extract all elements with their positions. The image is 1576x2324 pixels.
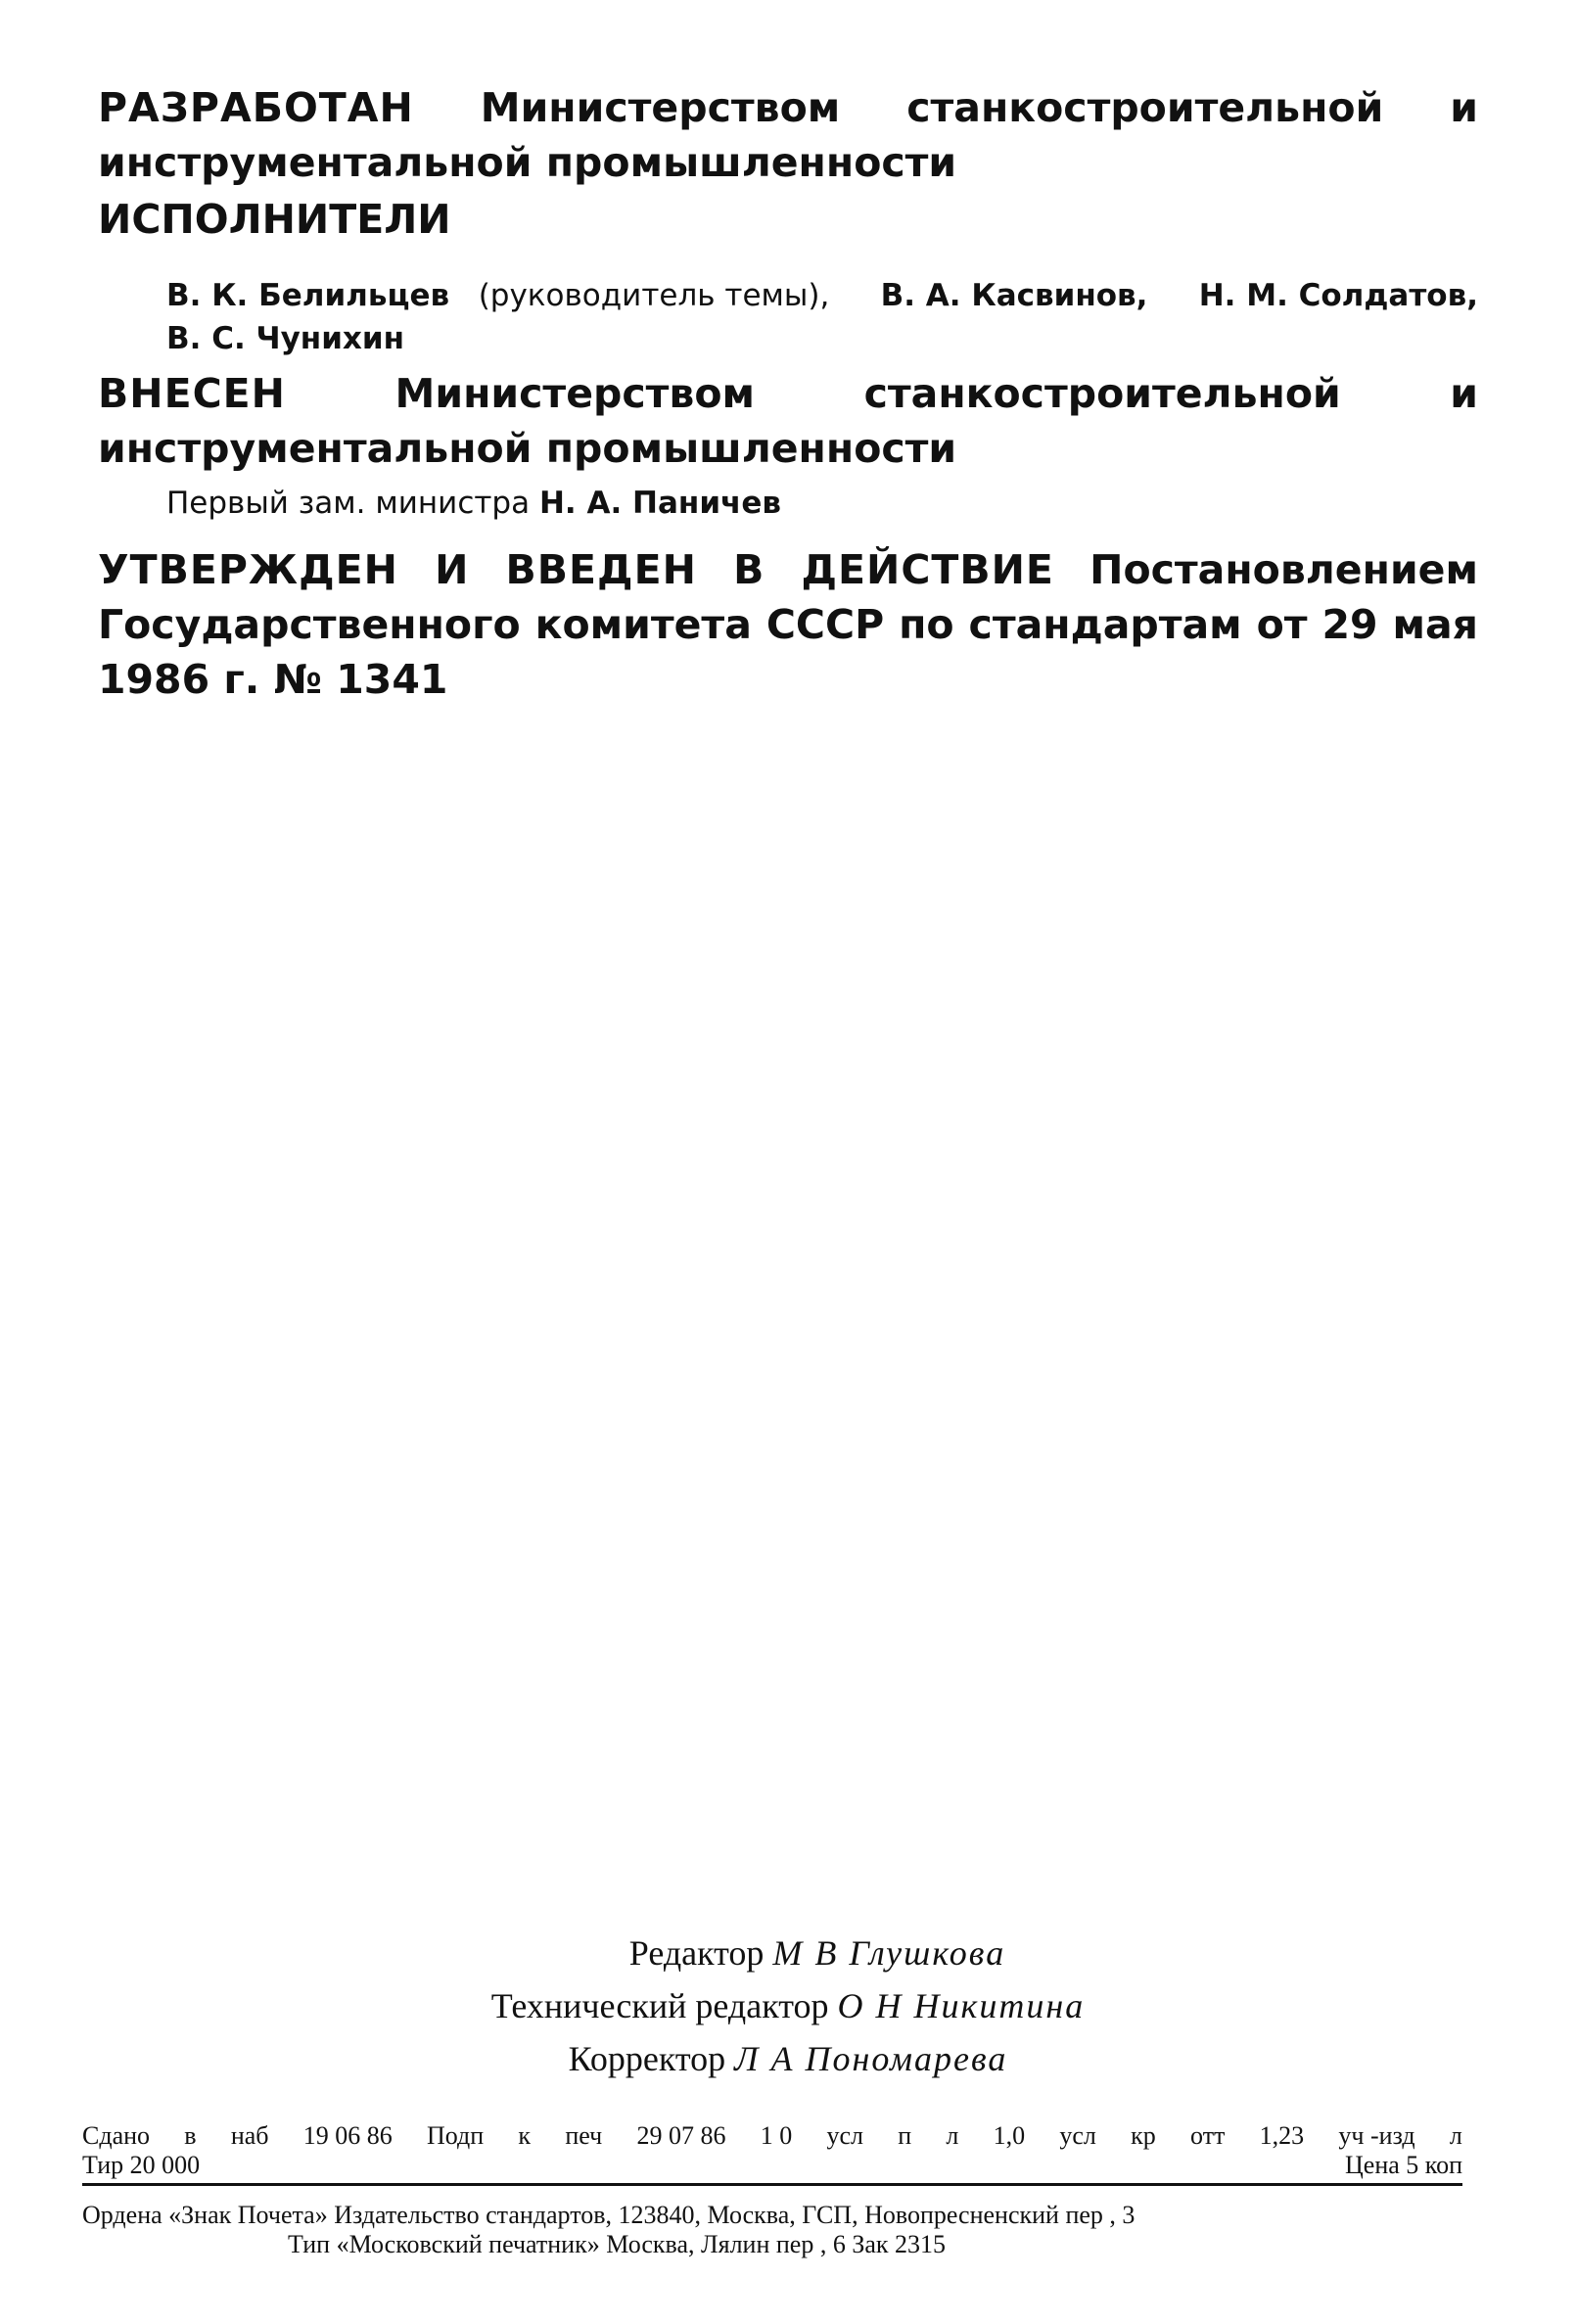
approved-keyword: УТВЕРЖДЕН И ВВЕДЕН В ДЕЙСТВИЕ bbox=[98, 546, 1054, 593]
imprint-part: 29 07 86 bbox=[636, 2121, 726, 2150]
imprint-part: Сдано bbox=[82, 2121, 151, 2150]
tech-editor-line bbox=[0, 1979, 1576, 2032]
proofreader-line bbox=[0, 2032, 1576, 2085]
imprint-part: усл bbox=[826, 2121, 863, 2150]
imprint-line-2 bbox=[82, 2151, 1462, 2180]
executor-name: Н. М. Солдатов, bbox=[1198, 278, 1478, 313]
developed-text: Министерством станкостроительной и инструментальной промышленности bbox=[98, 84, 1478, 186]
developed-keyword: РАЗРАБОТАН bbox=[98, 84, 414, 131]
executor-item bbox=[166, 274, 829, 317]
submitted-text: Министерством станкостроительной и инструментальной промышленности bbox=[98, 370, 1478, 472]
imprint-part: к bbox=[518, 2121, 532, 2150]
proofreader-name: Л А Пономарева bbox=[734, 2039, 1008, 2078]
approved-section bbox=[98, 542, 1478, 707]
imprint bbox=[82, 2121, 1462, 2180]
imprint-part: кр bbox=[1131, 2121, 1156, 2150]
executor-name: В. С. Чунихин bbox=[166, 321, 405, 356]
submitted-section bbox=[98, 366, 1478, 476]
imprint-part: наб bbox=[230, 2121, 269, 2150]
proofreader-label: Корректор bbox=[568, 2039, 726, 2078]
editorial-credits bbox=[0, 1927, 1576, 2085]
publisher-line-1: Ордена «Знак Почета» Издательство стандартов, 123840, Москва, ГСП, Новопресненский пер , 3 bbox=[82, 2201, 1136, 2229]
executor-name: В. К. Белильцев bbox=[166, 278, 450, 313]
editor-name: М В Глушкова bbox=[772, 1933, 1006, 1973]
executors-row-2 bbox=[166, 317, 1478, 360]
imprint-part: отт bbox=[1190, 2121, 1226, 2150]
executor-name: В. А. Касвинов, bbox=[880, 278, 1148, 313]
executors-heading: ИСПОЛНИТЕЛИ bbox=[98, 196, 451, 243]
imprint-part: л bbox=[946, 2121, 959, 2150]
editor-label: Редактор bbox=[628, 1933, 765, 1973]
imprint-part: 1,23 bbox=[1259, 2121, 1305, 2150]
imprint-part: уч -изд bbox=[1338, 2121, 1415, 2150]
submitted-signatory bbox=[166, 482, 1478, 525]
publisher-info bbox=[82, 2201, 1462, 2259]
tech-editor-name: О Н Никитина bbox=[837, 1986, 1086, 2025]
imprint-part: Подп bbox=[427, 2121, 485, 2150]
imprint-part: п bbox=[898, 2121, 912, 2150]
imprint-part: л bbox=[1449, 2121, 1462, 2150]
publisher-line-2: Тип «Московский печатник» Москва, Лялин пер , 6 Зак 2315 bbox=[288, 2230, 947, 2258]
imprint-part: печ bbox=[565, 2121, 603, 2150]
imprint-part: в bbox=[184, 2121, 197, 2150]
approved-text: Постановлением Государственного комитета СССР по стандартам от 29 мая 1986 г. № 1341 bbox=[98, 546, 1478, 703]
executors-row-1 bbox=[166, 274, 1478, 317]
tech-editor-label: Технический редактор bbox=[490, 1986, 829, 2025]
imprint-part: 1 0 bbox=[760, 2121, 793, 2150]
signatory-name: Н. А. Паничев bbox=[538, 486, 781, 521]
developed-section bbox=[98, 80, 1478, 190]
price: Цена 5 коп bbox=[1345, 2151, 1462, 2179]
imprint-part: усл bbox=[1059, 2121, 1096, 2150]
imprint-divider bbox=[82, 2183, 1462, 2186]
imprint-part: 1,0 bbox=[993, 2121, 1026, 2150]
editor-line bbox=[0, 1927, 1576, 1979]
print-run: Тир 20 000 bbox=[82, 2151, 201, 2179]
executor-role: (руководитель темы), bbox=[478, 278, 830, 313]
executors-list bbox=[166, 274, 1478, 360]
submitted-keyword: ВНЕСЕН bbox=[98, 370, 286, 417]
imprint-line-1 bbox=[82, 2121, 1462, 2151]
signatory-title: Первый зам. министра bbox=[166, 486, 531, 521]
imprint-part: 19 06 86 bbox=[302, 2121, 393, 2150]
